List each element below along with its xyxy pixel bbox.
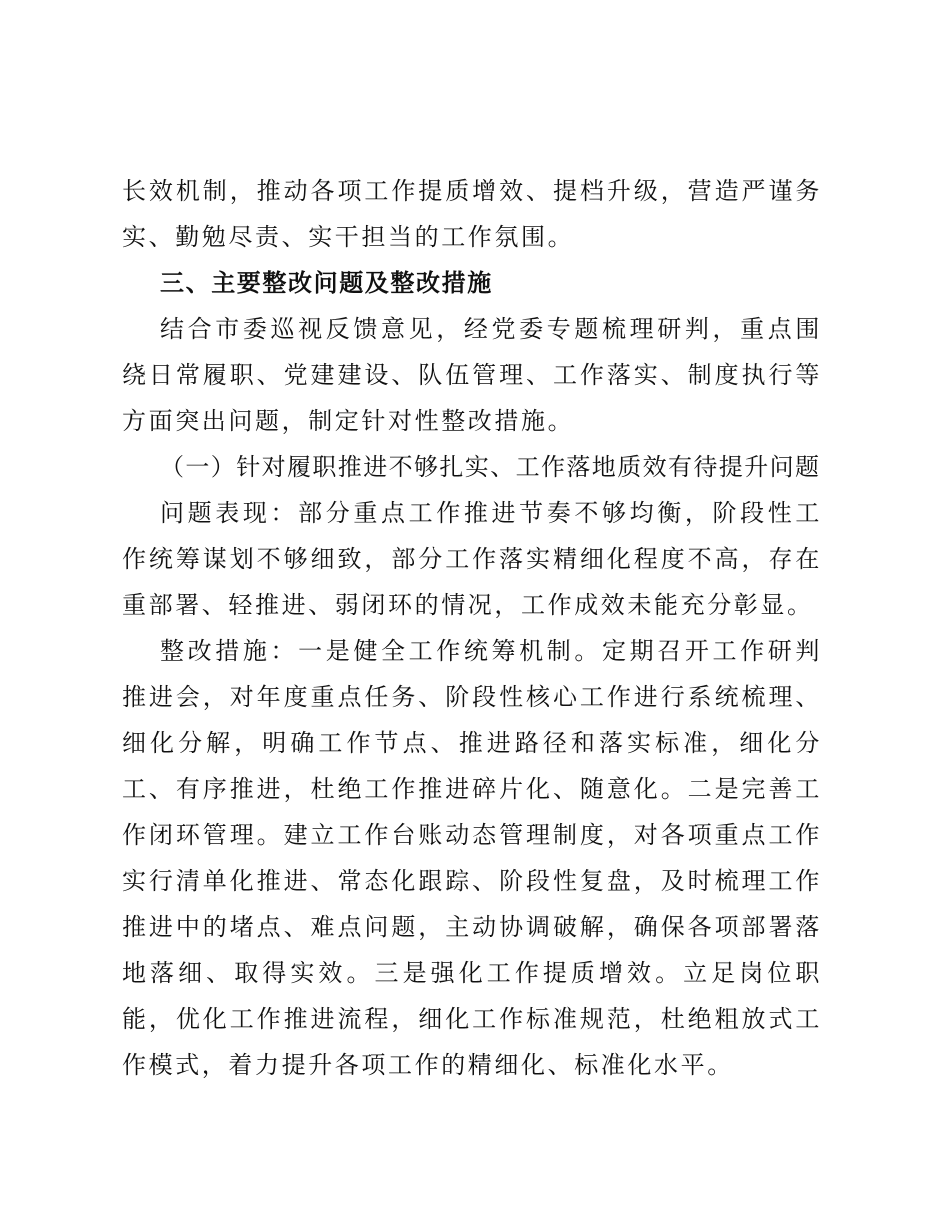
section-heading: 三、主要整改问题及整改措施 <box>160 269 493 297</box>
continuation-paragraph: 长效机制，推动各项工作提质增效、提档升级，营造严谨务实、勤勉尽责、实干担当的工作氛围。 <box>122 177 822 251</box>
measures-paragraph: 整改措施：一是健全工作统筹机制。定期召开工作研判推进会，对年度重点任务、阶段性核心工作进行系统梳理、细化分解，明确工作节点、推进路径和落实标准，细化分工、有序推进，杜绝工作推进碎片化、随意化。二是完善工作闭环管理。建立工作台账动态管理制度，对各项重点工作实行清单化推进、常态化跟踪、阶段性复盘，及时梳理工作推进中的堵点、难点问题，主动协调破解，确保各项部署落地落细、取得实效。三是强化工作提质增效。立足岗位职能，优化工作推进流程，细化工作标准规范，杜绝粗放式工作模式，着力提升各项工作的精细化、标准化水平。 <box>122 637 822 1079</box>
subsection-heading: （一）针对履职推进不够扎实、工作落地质效有待提升问题 <box>160 453 821 481</box>
document-body <box>122 168 822 1088</box>
intro-paragraph: 结合市委巡视反馈意见，经党委专题梳理研判，重点围绕日常履职、党建建设、队伍管理、工作落实、制度执行等方面突出问题，制定针对性整改措施。 <box>122 315 822 435</box>
problem-paragraph: 问题表现：部分重点工作推进节奏不够均衡，阶段性工作统筹谋划不够细致，部分工作落实精细化程度不高，存在重部署、轻推进、弱闭环的情况，工作成效未能充分彰显。 <box>122 499 822 619</box>
